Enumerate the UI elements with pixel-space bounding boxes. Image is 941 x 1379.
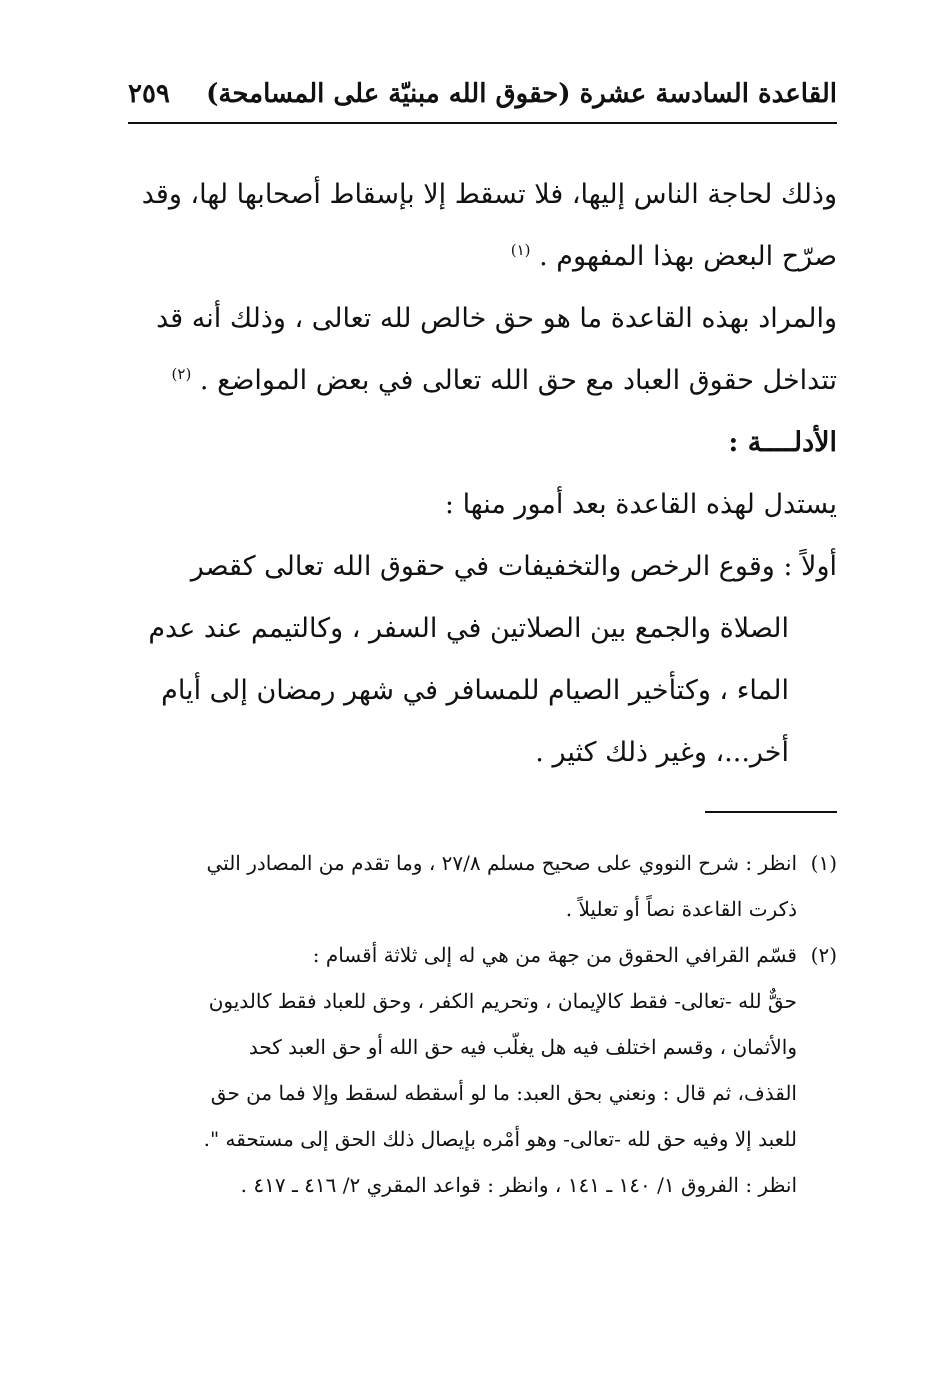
text-line: يستدل لهذه القاعدة بعد أمور منها : — [444, 489, 837, 520]
text-line: وذلك لحاجة الناس إليها، فلا تسقط إلا بإسقاط أصحابها لها، وقد — [141, 179, 837, 210]
footnote-line: حقٌّ لله -تعالى- فقط كالإيمان ، وتحريم الكفر ، وحق للعباد فقط كالديون — [208, 989, 797, 1013]
footnote-number: (١) — [810, 851, 837, 875]
text-line: صرّح البعض بهذا المفهوم . $^{(١)}$ — [510, 241, 837, 272]
chapter-title: القاعدة السادسة عشرة (حقوق الله مبنيّة على المسامحة) — [206, 79, 837, 109]
footnotes — [122, 840, 837, 1208]
footnote-line: والأثمان ، وقسم اختلف فيه هل يغلّب فيه حق الله أو حق العبد كحد — [248, 1035, 797, 1059]
footnote-number: (٢) — [810, 943, 837, 967]
running-header — [128, 66, 837, 124]
text-line: والمراد بهذه القاعدة ما هو حق خالص لله تعالى ، وذلك أنه قد — [156, 303, 837, 334]
page-number: ٢٥٩ — [128, 79, 170, 109]
footnote-line: القذف، ثم قال : ونعني بحق العبد: ما لو أسقطه لسقط وإلا فما من حق — [210, 1081, 797, 1105]
section-heading: الأدلــــة : — [728, 427, 837, 458]
text-line: الصلاة والجمع بين الصلاتين في السفر ، وكالتيمم عند عدم — [148, 613, 789, 644]
text-line: أولاً : وقوع الرخص والتخفيفات في حقوق الله تعالى كقصر — [190, 551, 837, 582]
text-line: تتداخل حقوق العباد مع حق الله تعالى في بعض المواضع . $^{(٢)}$ — [171, 365, 837, 396]
footnote-line: انظر : الفروق ١/ ١٤٠ ـ ١٤١ ، وانظر : قواعد المقري ٢/ ٤١٦ ـ ٤١٧ . — [240, 1173, 797, 1197]
footnote-separator — [705, 811, 837, 813]
footnote-line: (١)انظر : شرح النووي على صحيح مسلم ٢٧/٨ ، وما تقدم من المصادر التي — [122, 840, 837, 886]
footnote-line: ذكرت القاعدة نصاً أو تعليلاً . — [565, 897, 797, 921]
footnote-line: (٢)قسّم القرافي الحقوق من جهة من هي له إلى ثلاثة أقسام : — [122, 932, 837, 978]
text-line: أخر...، وغير ذلك كثير . — [535, 737, 789, 768]
footnote-ref[interactable]: (٢) — [171, 365, 192, 383]
main-text — [122, 164, 837, 784]
text-line: الماء ، وكتأخير الصيام للمسافر في شهر رمضان إلى أيام — [161, 675, 789, 706]
footnote-line: للعبد إلا وفيه حق لله -تعالى- وهو أمْره بإيصال ذلك الحق إلى مستحقه ". — [203, 1127, 797, 1151]
footnote-ref[interactable]: (١) — [510, 241, 531, 259]
